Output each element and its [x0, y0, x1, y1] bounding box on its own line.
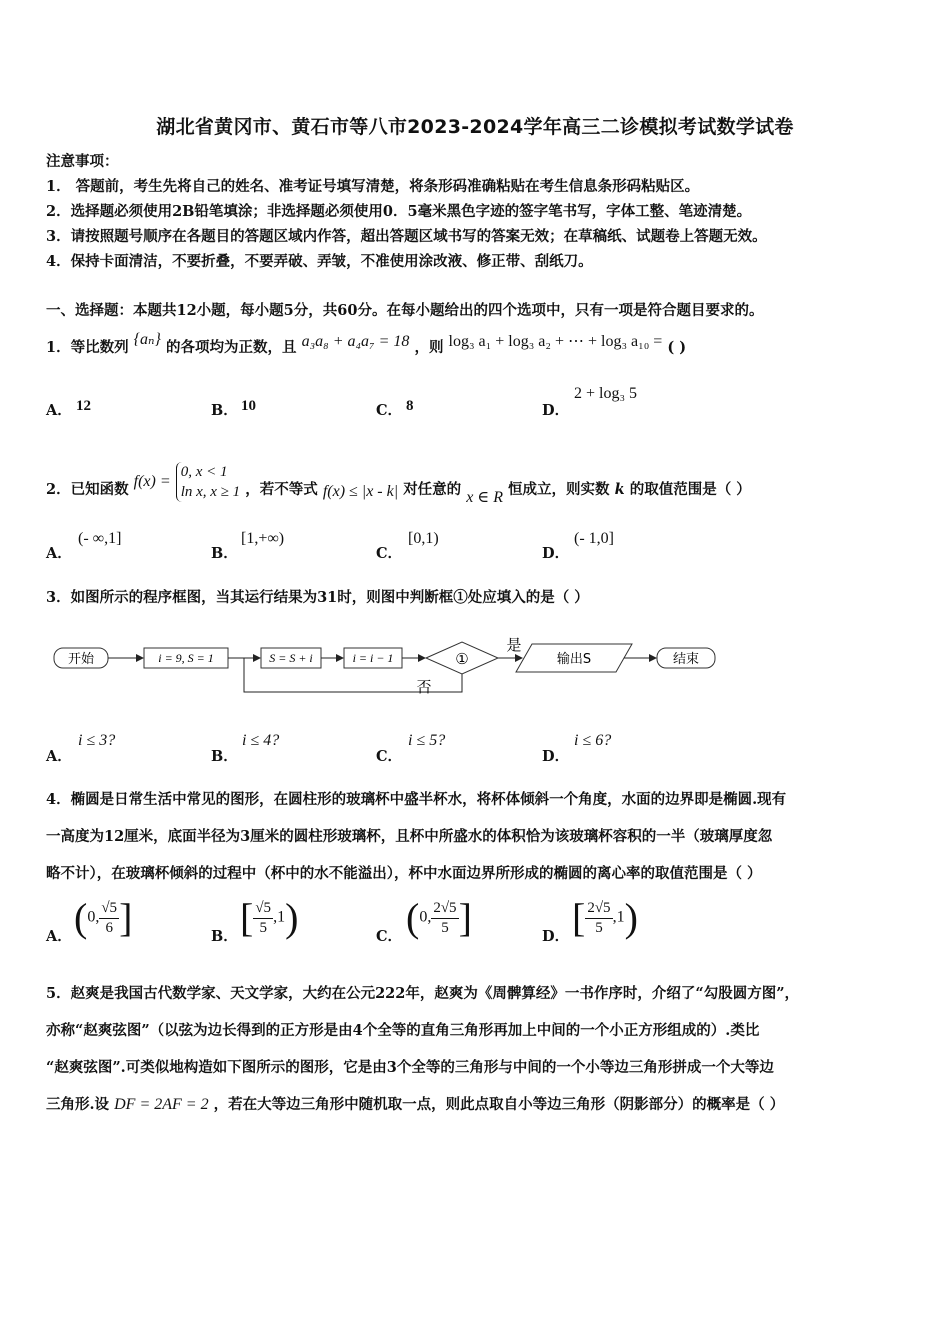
q4-b-suffix: ,1: [273, 908, 286, 926]
q4-option-c-value: [406, 895, 472, 940]
q2-prefix: 2．已知函数: [46, 481, 129, 498]
q1-mid2: ，则: [414, 339, 444, 356]
q2-option-c-label: C．: [376, 545, 403, 562]
q4-option-c-label: C．: [376, 928, 403, 945]
q4-b-numerator: √5: [253, 899, 273, 919]
question-2: [46, 464, 751, 510]
question-5-line-2: 亦称“赵爽弦图”（以弦为边长得到的正方形是由4个全等的直角三角形再加上中间的一个小正方形组成的）.类比: [46, 1022, 760, 1039]
q4-d-fraction: [585, 899, 612, 938]
q3-option-a-value: i ≤ 3?: [78, 732, 116, 749]
q1-option-a-label: A．: [46, 402, 72, 419]
q3-option-d-label: D．: [542, 748, 570, 765]
q2-case-1: 0, x < 1: [180, 464, 228, 480]
flow-output-label: 输出S: [556, 652, 592, 667]
section-heading: 一、选择题：本题共12小题，每小题5分，共60分。在每小题给出的四个选项中，只有一项是符合题目要求的。: [46, 302, 764, 319]
q4-d-right-bracket: ): [624, 895, 638, 940]
q1-paren: ( ): [667, 339, 687, 356]
q5-last-tail: ，若在大等边三角形中随机取一点，则此点取自小等边三角形（阴影部分）的概率是（ ）: [213, 1096, 785, 1113]
q4-a-fraction: [99, 899, 119, 938]
q2-option-b-value: [1,+∞): [241, 530, 285, 547]
q1-option-c-value: 8: [406, 398, 414, 414]
q4-a-left-bracket: (: [74, 895, 88, 940]
q4-option-a-label: A．: [46, 928, 72, 945]
q4-b-fraction: [253, 899, 273, 938]
flow-no-label: 否: [416, 678, 432, 696]
q3-option-b-label: B．: [211, 748, 238, 765]
q4-c-numerator: 2√5: [431, 899, 458, 919]
q2-domain: x ∈ R: [466, 489, 503, 506]
notice-heading: 注意事项：: [46, 153, 119, 170]
q2-option-d-label: D．: [542, 545, 570, 562]
q1-mid: 的各项均为正数，且: [166, 339, 297, 356]
q1-option-b-label: B．: [211, 402, 238, 419]
q2-mid: ，若不等式: [245, 481, 318, 498]
flow-yes-label: 是: [506, 636, 522, 654]
q4-option-b-value: [240, 895, 299, 940]
q4-b-denominator: 5: [259, 919, 267, 936]
q3-option-d-value: i ≤ 6?: [574, 732, 612, 749]
page-title: 湖北省黄冈市、黄石市等八市2023-2024学年高三二诊模拟考试数学试卷: [156, 116, 794, 138]
question-4-line-1: 4．椭圆是日常生活中常见的图形，在圆柱形的玻璃杯中盛半杯水，将杯体倾斜一个角度，水面的边界即是椭圆.现有: [46, 791, 787, 808]
question-5-line-3: “赵爽弦图”.可类似地构造如下图所示的图形，它是由3个全等的三角形与中间的一个小等边三角形拼成一个大等边: [46, 1059, 774, 1076]
q4-d-numerator: 2√5: [585, 899, 612, 919]
notice-item-3: 3．请按照题号顺序在各题目的答题区域内作答，超出答题区域书写的答案无效；在草稿纸、试题卷上答题无效。: [46, 228, 767, 245]
q5-last-math: DF = 2AF = 2: [114, 1096, 209, 1113]
flow-init-label: i = 9, S = 1: [158, 651, 214, 665]
q4-c-denominator: 5: [441, 919, 449, 936]
q4-c-prefix: 0,: [419, 908, 432, 926]
q4-b-right-bracket: ): [285, 895, 299, 940]
q4-c-right-bracket: ]: [458, 895, 472, 940]
q2-piecewise: [176, 462, 240, 502]
notice-item-4: 4．保持卡面清洁，不要折叠，不要弄破、弄皱，不准使用涂改液、修正带、刮纸刀。: [46, 253, 593, 270]
q4-option-d-label: D．: [542, 928, 570, 945]
q2-option-d-value: (- 1,0]: [574, 530, 614, 547]
q2-tail2: 的取值范围是（ ）: [629, 481, 751, 498]
flow-step2-label: i = i − 1: [352, 651, 394, 665]
question-3: 3．如图所示的程序框图，当其运行结果为31时，则图中判断框①处应填入的是（ ）: [46, 589, 589, 606]
q2-option-b-label: B．: [211, 545, 238, 562]
question-4-line-3: 略不计），在玻璃杯倾斜的过程中（杯中的水不能溢出），杯中水面边界所形成的椭圆的离心率的取值范围是（ ）: [46, 865, 762, 882]
notice-item-1: 1． 答题前，考生先将自己的姓名、准考证号填写清楚，将条形码准确粘贴在考生信息条形码粘贴区。: [46, 178, 700, 195]
flow-step1-label: S = S + i: [269, 651, 313, 665]
q1-option-a-value: 12: [76, 398, 91, 414]
q2-k: k: [614, 481, 625, 498]
q2-option-c-value: [0,1): [408, 530, 439, 547]
q4-a-prefix: 0,: [87, 908, 100, 926]
q1-option-b-value: 10: [241, 398, 256, 414]
q1-option-d-label: D．: [542, 402, 570, 419]
q2-option-a-value: (- ∞,1]: [78, 530, 122, 547]
q2-option-a-label: A．: [46, 545, 72, 562]
question-5-line-4: [46, 1096, 784, 1114]
q1-option-d-value: 2 + log₃ 5: [574, 385, 638, 402]
q2-case-2: ln x, x ≥ 1: [180, 484, 241, 500]
q2-function: f(x) =: [133, 473, 171, 490]
q4-d-denominator: 5: [595, 919, 603, 936]
q2-tail: 恒成立，则实数: [508, 481, 610, 498]
q4-a-denominator: 6: [105, 919, 113, 936]
q4-d-suffix: ,1: [612, 908, 625, 926]
notice-item-2: 2．选择题必须使用2B铅笔填涂；非选择题必须使用0．5毫米黑色字迹的签字笔书写，字体工整、笔迹清楚。: [46, 203, 752, 220]
q4-b-left-bracket: [: [240, 895, 254, 940]
q4-option-a-value: [74, 895, 133, 940]
q4-option-d-value: [572, 895, 638, 940]
q4-option-b-label: B．: [211, 928, 238, 945]
q3-option-a-label: A．: [46, 748, 72, 765]
q3-option-b-value: i ≤ 4?: [242, 732, 280, 749]
q1-condition: a₃a₈ + a₄a₇ = 18: [301, 333, 410, 350]
q2-inequality: f(x) ≤ |x - k|: [322, 483, 399, 500]
q1-prefix: 1．等比数列: [46, 339, 129, 356]
q5-last-prefix: 三角形.设: [46, 1096, 110, 1113]
q4-c-left-bracket: (: [406, 895, 420, 940]
q1-expression: log₃ a₁ + log₃ a₂ + ⋯ + log₃ a₁₀ =: [448, 333, 663, 350]
flow-decision-label: ①: [455, 650, 469, 668]
q4-a-numerator: √5: [99, 899, 119, 919]
flowchart: [50, 630, 730, 700]
q2-mid2: 对任意的: [403, 481, 462, 498]
q4-d-left-bracket: [: [572, 895, 586, 940]
q1-sequence: {aₙ}: [133, 331, 161, 348]
q3-option-c-value: i ≤ 5?: [408, 732, 446, 749]
question-1: [46, 331, 687, 357]
question-4-line-2: 一高度为12厘米，底面半径为3厘米的圆柱形玻璃杯，且杯中所盛水的体积恰为该玻璃杯容积的一半（玻璃厚度忽: [46, 828, 773, 845]
question-5-line-1: 5．赵爽是我国古代数学家、天文学家，大约在公元222年，赵爽为《周髀算经》一书作序时，介绍了“勾股圆方图”，: [46, 985, 800, 1002]
q4-c-fraction: [431, 899, 458, 938]
q4-a-right-bracket: ]: [119, 895, 133, 940]
q3-option-c-label: C．: [376, 748, 403, 765]
q1-option-c-label: C．: [376, 402, 403, 419]
flow-start-label: 开始: [67, 652, 95, 667]
flow-end-label: 结束: [672, 652, 700, 667]
